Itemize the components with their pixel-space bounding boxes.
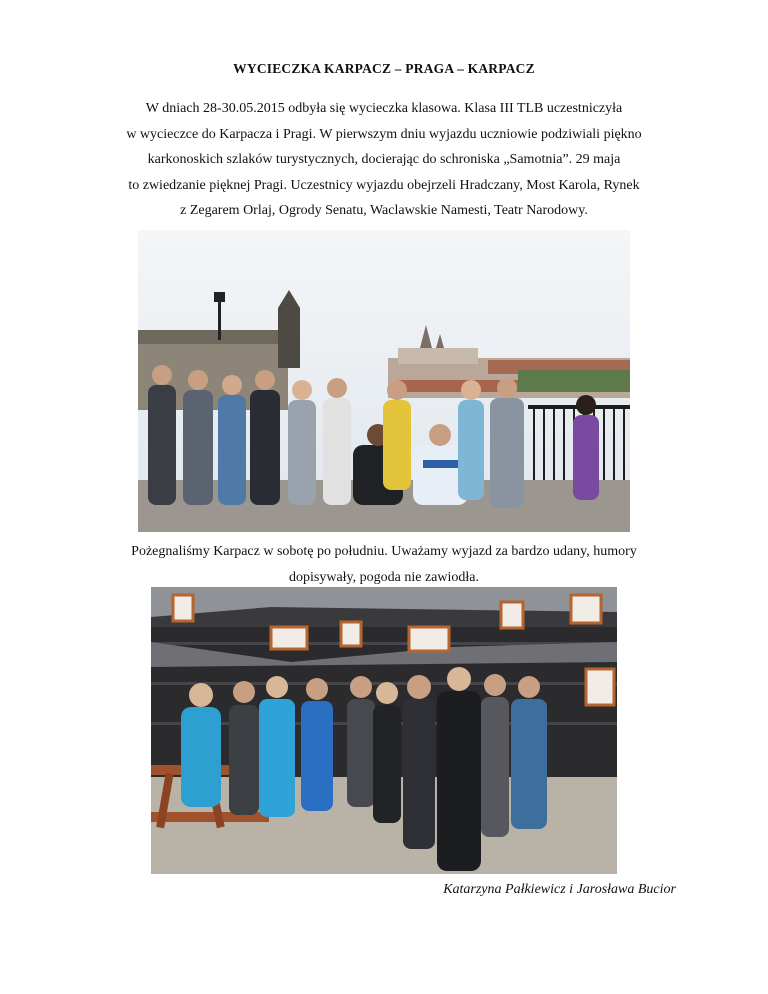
intro-line: W dniach 28-30.05.2015 odbyła się wycieczka klasowa. Klasa III TLB uczestniczyła	[145, 101, 623, 116]
prague-charles-bridge-photo	[138, 230, 630, 532]
intro-line: to zwiedzanie pięknej Pragi. Uczestnicy wyjazdu obejrzeli Hradczany, Most Karola, Rynek	[128, 177, 640, 193]
intro-paragraph	[74, 96, 694, 224]
intro-line: karkonoskich szlaków turystycznych, docierając do schroniska „Samotnia”. 29 maja	[147, 152, 621, 167]
closing-paragraph	[74, 539, 694, 591]
intro-line: w wycieczce do Karpacza i Pragi. W pierwszym dniu wyjazdu uczniowie podziwiali piękno	[126, 126, 642, 142]
closing-line: dopisywały, pogoda nie zawiodła.	[289, 570, 479, 585]
author-signature: Katarzyna Pałkiewicz i Jarosława Bucior	[443, 882, 676, 897]
closing-line: Pożegnaliśmy Karpacz w sobotę po południu. Uważamy wyjazd za bardzo udany, humory	[131, 544, 637, 559]
intro-line: z Zegarem Orlaj, Ogrody Senatu, Waclawskie Namesti, Teatr Narodowy.	[180, 203, 588, 218]
samotnia-photo-illustration	[151, 587, 617, 874]
samotnia-shelter-photo	[151, 587, 617, 874]
prague-photo-illustration	[138, 230, 630, 532]
document-title: WYCIECZKA KARPACZ – PRAGA – KARPACZ	[233, 61, 535, 76]
